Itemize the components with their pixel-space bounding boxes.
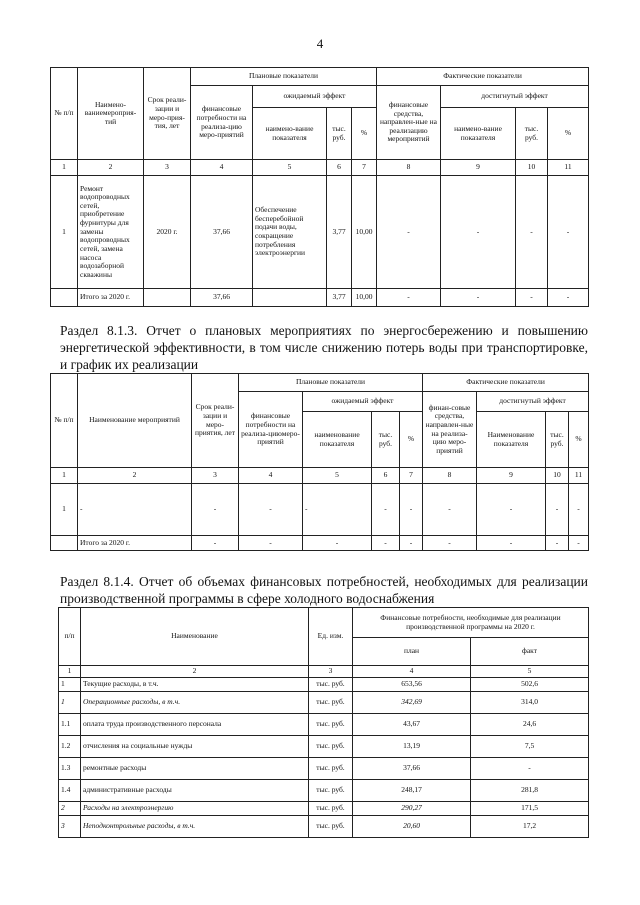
col-number: 3 bbox=[144, 160, 191, 176]
header-fin-need: финансовые потребности на реализа-циюмеро-приятий bbox=[239, 392, 303, 468]
cell-name: Расходы на электроэнергию bbox=[81, 801, 309, 815]
col-number: 11 bbox=[569, 468, 589, 484]
cell-c4: - bbox=[239, 484, 303, 536]
cell-fact: 314,0 bbox=[471, 691, 589, 713]
col-number: 3 bbox=[192, 468, 239, 484]
cell-period: 2020 г. bbox=[144, 176, 191, 289]
cell-empty bbox=[51, 536, 78, 551]
cell-unit: тыс. руб. bbox=[309, 677, 353, 691]
header-indicator-name: наимено-вание показателя bbox=[441, 108, 516, 160]
planned-measures-table bbox=[50, 67, 589, 307]
header-expected: ожидаемый эффект bbox=[303, 392, 423, 412]
cell-fact: 7,5 bbox=[471, 735, 589, 757]
cell-name: Текущие расходы, в т.ч. bbox=[81, 677, 309, 691]
cell-plan: 290,27 bbox=[353, 801, 471, 815]
table-row bbox=[59, 801, 589, 815]
cell-plan: 13,19 bbox=[353, 735, 471, 757]
financial-needs-table bbox=[58, 607, 589, 838]
total-c8: - bbox=[423, 536, 477, 551]
header-planned: Плановые показатели bbox=[191, 68, 377, 86]
cell-empty bbox=[144, 289, 191, 307]
cell-thous2: - bbox=[516, 176, 548, 289]
header-expected: ожидаемый эффект bbox=[253, 86, 377, 108]
col-number: 5 bbox=[303, 468, 372, 484]
cell-no: 1.4 bbox=[59, 779, 81, 801]
cell-pct2: - bbox=[548, 176, 589, 289]
col-number: 11 bbox=[548, 160, 589, 176]
total-c4: - bbox=[239, 536, 303, 551]
cell-plan: 20,60 bbox=[353, 815, 471, 837]
cell-name: Ремонт водопроводных сетей, приобретение фурнитуры для замены водопроводных сетей, замена насоса водозаборной скважины bbox=[78, 176, 144, 289]
cell-plan: 43,67 bbox=[353, 713, 471, 735]
cell-unit: тыс. руб. bbox=[309, 815, 353, 837]
cell-no: 2 bbox=[59, 801, 81, 815]
col-number: 7 bbox=[352, 160, 377, 176]
table-row bbox=[59, 815, 589, 837]
page-number: 4 bbox=[316, 36, 324, 51]
header-percent: % bbox=[548, 108, 589, 160]
cell-no: 1.1 bbox=[59, 713, 81, 735]
header-no: п/п bbox=[59, 608, 81, 666]
header-indicator-name: наимено-вание показателя bbox=[253, 108, 327, 160]
cell-empty bbox=[253, 289, 327, 307]
cell-unit: тыс. руб. bbox=[309, 713, 353, 735]
total-c10: - bbox=[546, 536, 569, 551]
cell-fact: - bbox=[471, 757, 589, 779]
cell-fin: 37,66 bbox=[191, 176, 253, 289]
cell-c9: - bbox=[477, 484, 546, 536]
header-fin-spent: финансовые средства, направлен-ные на реализацию мероприятий bbox=[377, 86, 441, 160]
energy-saving-table bbox=[50, 373, 589, 551]
header-fin-needs: Финансовые потребности, необходимые для реализации производственной программы на 2020 г. bbox=[353, 608, 589, 638]
cell-c6: - bbox=[372, 484, 400, 536]
col-number: 1 bbox=[51, 160, 78, 176]
total-c6: - bbox=[372, 536, 400, 551]
col-number: 8 bbox=[377, 160, 441, 176]
cell-name: оплата труда производственного персонала bbox=[81, 713, 309, 735]
cell-plan: 653,56 bbox=[353, 677, 471, 691]
header-period: Срок реали-зации и меро-прия-тия, лет bbox=[144, 68, 191, 160]
table-row bbox=[59, 677, 589, 691]
header-indicator-name: Наименование показателя bbox=[477, 412, 546, 468]
header-unit: Ед. изм. bbox=[309, 608, 353, 666]
header-achieved: достигнутый эффект bbox=[441, 86, 589, 108]
cell-c5: - bbox=[303, 484, 372, 536]
header-name: Наименование bbox=[81, 608, 309, 666]
col-number: 2 bbox=[78, 468, 192, 484]
header-fact: факт bbox=[471, 638, 589, 666]
header-thous-rub: тыс. руб. bbox=[516, 108, 548, 160]
col-number: 3 bbox=[309, 666, 353, 678]
header-achieved: достигнутый эффект bbox=[477, 392, 589, 412]
cell-no: 1 bbox=[51, 176, 78, 289]
total-row bbox=[51, 536, 589, 551]
section-heading-8-1-3: Раздел 8.1.3. Отчет о плановых мероприятиях по энергосбережению и повышению энергетической эффективности, в том числе снижению потерь воды при транспортировке, и график их реализации bbox=[60, 323, 588, 372]
cell-name: ремонтные расходы bbox=[81, 757, 309, 779]
header-fin-spent: финан-совые средства, направлен-ные на реализа-цию меро-приятий bbox=[423, 392, 477, 468]
cell-name: отчисления на социальные нужды bbox=[81, 735, 309, 757]
header-name: Наимено-ваниемероприя-тий bbox=[78, 68, 144, 160]
total-thous: 3,77 bbox=[327, 289, 352, 307]
cell-no: 1 bbox=[51, 484, 78, 536]
total-label: Итого за 2020 г. bbox=[78, 289, 144, 307]
col-number: 6 bbox=[327, 160, 352, 176]
cell-unit: тыс. руб. bbox=[309, 757, 353, 779]
cell-no: 1.2 bbox=[59, 735, 81, 757]
col-number: 6 bbox=[372, 468, 400, 484]
cell-effect: Обеспечение бесперебойной подачи воды, сокращение потребления электроэнергии bbox=[253, 176, 327, 289]
cell-no: 1.3 bbox=[59, 757, 81, 779]
total-c8: - bbox=[377, 289, 441, 307]
table-row bbox=[59, 713, 589, 735]
cell-name: Операционные расходы, в т.ч. bbox=[81, 691, 309, 713]
col-number: 9 bbox=[441, 160, 516, 176]
header-thous-rub: тыс. руб. bbox=[546, 412, 569, 468]
cell-no: 1 bbox=[59, 691, 81, 713]
header-no: № п/п bbox=[51, 68, 78, 160]
cell-empty bbox=[51, 289, 78, 307]
col-number: 1 bbox=[59, 666, 81, 678]
col-number: 4 bbox=[191, 160, 253, 176]
total-pct: 10,00 bbox=[352, 289, 377, 307]
col-number: 7 bbox=[400, 468, 423, 484]
cell-fact: 17,2 bbox=[471, 815, 589, 837]
header-percent: % bbox=[352, 108, 377, 160]
col-number: 8 bbox=[423, 468, 477, 484]
section-heading-8-1-4: Раздел 8.1.4. Отчет об объемах финансовых потребностей, необходимых для реализации производственной программы в сфере холодного водоснабжения bbox=[60, 574, 588, 606]
cell-unit: тыс. руб. bbox=[309, 801, 353, 815]
header-plan: план bbox=[353, 638, 471, 666]
header-period: Срок реали-зации и меро-приятия, лет bbox=[192, 374, 239, 468]
cell-name: - bbox=[78, 484, 192, 536]
cell-name: Неподконтрольные расходы, в т.ч. bbox=[81, 815, 309, 837]
header-percent: % bbox=[569, 412, 589, 468]
total-c7: - bbox=[400, 536, 423, 551]
header-actual: Фактические показатели bbox=[423, 374, 589, 392]
col-number: 10 bbox=[516, 160, 548, 176]
total-c9: - bbox=[441, 289, 516, 307]
table-row bbox=[51, 484, 589, 536]
header-no: № п/п bbox=[51, 374, 78, 468]
col-number: 5 bbox=[471, 666, 589, 678]
total-c11: - bbox=[548, 289, 589, 307]
total-c11: - bbox=[569, 536, 589, 551]
cell-unit: тыс. руб. bbox=[309, 691, 353, 713]
header-indicator-name: наименование показателя bbox=[303, 412, 372, 468]
col-number: 5 bbox=[253, 160, 327, 176]
cell-plan: 248,17 bbox=[353, 779, 471, 801]
table-row bbox=[51, 176, 589, 289]
cell-fin-spent: - bbox=[377, 176, 441, 289]
cell-c7: - bbox=[400, 484, 423, 536]
col-number: 9 bbox=[477, 468, 546, 484]
header-percent: % bbox=[400, 412, 423, 468]
header-fin-need: финансовые потребности на реализа-цию меро-приятий bbox=[191, 86, 253, 160]
header-actual: Фактические показатели bbox=[377, 68, 589, 86]
cell-c11: - bbox=[569, 484, 589, 536]
total-row bbox=[51, 289, 589, 307]
cell-ind-name: - bbox=[441, 176, 516, 289]
cell-fact: 281,8 bbox=[471, 779, 589, 801]
cell-name: административные расходы bbox=[81, 779, 309, 801]
header-thous-rub: тыс. руб. bbox=[372, 412, 400, 468]
cell-fact: 171,5 bbox=[471, 801, 589, 815]
cell-fact: 502,6 bbox=[471, 677, 589, 691]
col-number: 1 bbox=[51, 468, 78, 484]
total-c5: - bbox=[303, 536, 372, 551]
cell-plan: 342,69 bbox=[353, 691, 471, 713]
header-name: Наименование мероприятий bbox=[78, 374, 192, 468]
table-row bbox=[59, 735, 589, 757]
cell-c10: - bbox=[546, 484, 569, 536]
table-row bbox=[59, 779, 589, 801]
header-thous-rub: тыс. руб. bbox=[327, 108, 352, 160]
col-number: 4 bbox=[353, 666, 471, 678]
cell-unit: тыс. руб. bbox=[309, 735, 353, 757]
total-label: Итого за 2020 г. bbox=[78, 536, 192, 551]
cell-fact: 24,6 bbox=[471, 713, 589, 735]
total-c9: - bbox=[477, 536, 546, 551]
total-c10: - bbox=[516, 289, 548, 307]
col-number: 2 bbox=[81, 666, 309, 678]
cell-c3: - bbox=[192, 484, 239, 536]
cell-c8: - bbox=[423, 484, 477, 536]
cell-plan: 37,66 bbox=[353, 757, 471, 779]
header-planned: Плановые показатели bbox=[239, 374, 423, 392]
col-number: 2 bbox=[78, 160, 144, 176]
cell-pct: 10,00 bbox=[352, 176, 377, 289]
total-c3: - bbox=[192, 536, 239, 551]
cell-no: 1 bbox=[59, 677, 81, 691]
cell-unit: тыс. руб. bbox=[309, 779, 353, 801]
table-row bbox=[59, 757, 589, 779]
cell-thous: 3,77 bbox=[327, 176, 352, 289]
col-number: 10 bbox=[546, 468, 569, 484]
total-fin: 37,66 bbox=[191, 289, 253, 307]
cell-no: 3 bbox=[59, 815, 81, 837]
col-number: 4 bbox=[239, 468, 303, 484]
table-row bbox=[59, 691, 589, 713]
